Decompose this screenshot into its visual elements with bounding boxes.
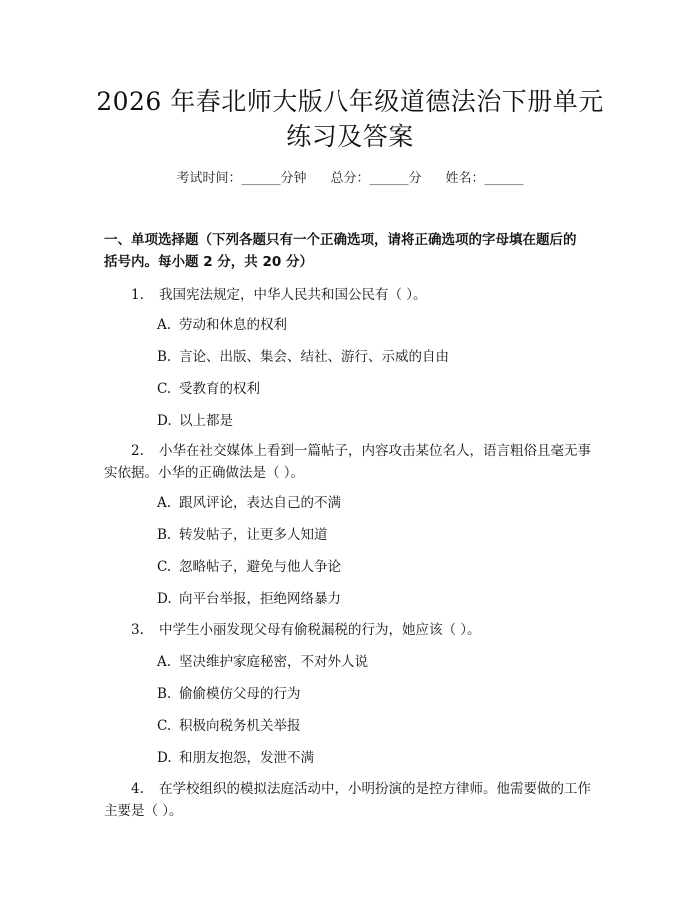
document-title-line1: 2026 年春北师大版八年级道德法治下册单元 [96,87,604,116]
option-text: 言论、出版、集会、结社、游行、示威的自由 [179,349,449,365]
exam-time-field: 考试时间：______分钟 [176,171,307,186]
option-text: 受教育的权利 [179,381,260,397]
question-number: 4. [131,781,144,797]
question-3-option-d [157,748,314,768]
option-letter: D. [157,413,172,429]
option-text: 积极向税务机关举报 [179,718,301,734]
option-letter: A. [157,654,172,670]
question-2-option-d [157,589,341,609]
option-letter: C. [157,718,172,734]
question-3 [131,620,481,640]
section-heading-line1: 一、单项选择题（下列各题只有一个正确选项，请将正确选项的字母填在题后的 [104,232,577,248]
question-text: 中学生小丽发现父母有偷税漏税的行为，她应该（ ）。 [159,622,481,638]
question-1-option-a [157,315,287,335]
question-3-option-b [157,684,301,704]
option-text: 转发帖子，让更多人知道 [179,527,328,543]
option-letter: B. [157,686,172,702]
option-text: 坚决维护家庭秘密，不对外人说 [179,654,368,670]
question-2-option-c [157,557,341,577]
option-text: 向平台举报，拒绝网络暴力 [179,591,341,607]
option-letter: D. [157,750,172,766]
option-letter: C. [157,381,172,397]
question-1-option-c [157,379,260,399]
question-4-continued: 主要是（ ）。 [104,803,183,819]
question-2-option-a [157,493,341,513]
total-score-field: 总分：______分 [330,171,422,186]
question-2-continued: 实依据。小华的正确做法是（ ）。 [104,465,305,481]
question-4 [131,779,591,799]
option-text: 劳动和休息的权利 [179,317,287,333]
question-text: 在学校组织的模拟法庭活动中，小明扮演的是控方律师。他需要做的工作 [159,781,591,797]
question-2 [131,441,591,461]
option-letter: B. [157,527,172,543]
option-letter: A. [157,317,172,333]
option-letter: A. [157,495,172,511]
option-text: 忽略帖子，避免与他人争论 [179,559,341,575]
question-3-option-a [157,652,368,672]
question-number: 1. [131,287,144,303]
section-heading-line2: 括号内。每小题 2 分，共 20 分） [104,254,313,270]
option-letter: C. [157,559,172,575]
option-text: 以上都是 [179,413,233,429]
question-text: 我国宪法规定，中华人民共和国公民有（ ）。 [159,287,427,303]
option-letter: D. [157,591,172,607]
question-1 [131,285,427,305]
exam-meta [0,170,700,188]
option-text: 跟风评论，表达自己的不满 [179,495,341,511]
option-text: 和朋友抱怨，发泄不满 [179,750,314,766]
option-letter: B. [157,349,172,365]
student-name-field: 姓名：______ [445,171,524,186]
question-number: 2. [131,443,144,459]
document-title-line2: 练习及答案 [286,122,414,151]
question-1-option-d [157,411,233,431]
question-text: 小华在社交媒体上看到一篇帖子，内容攻击某位名人，语言粗俗且毫无事 [159,443,591,459]
question-3-option-c [157,716,301,736]
question-number: 3. [131,622,144,638]
option-text: 偷偷模仿父母的行为 [179,686,301,702]
question-1-option-b [157,347,449,367]
question-2-option-b [157,525,328,545]
